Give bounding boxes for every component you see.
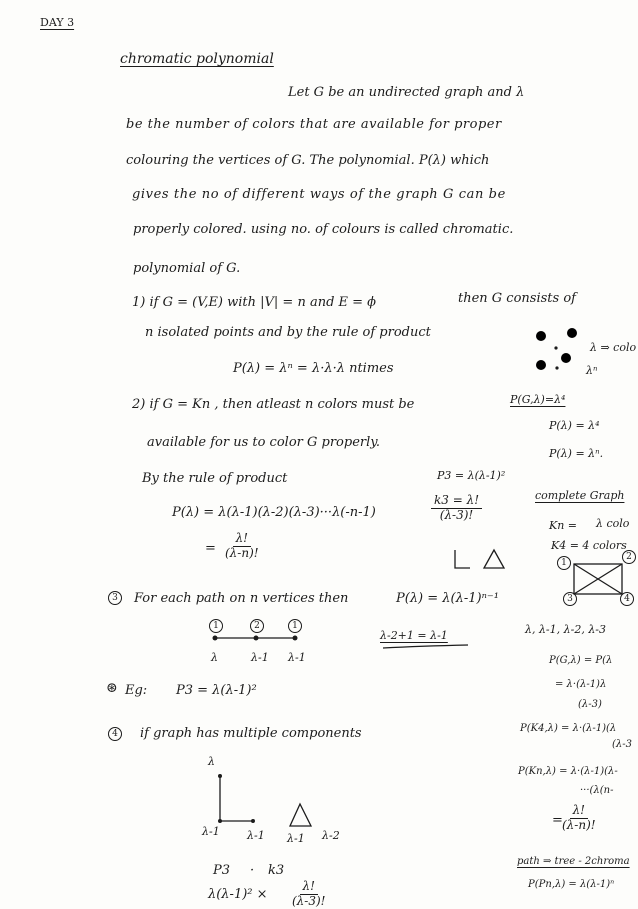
intro-line-6: polynomial of G. [133,261,241,276]
item2-formula: P(λ) = λ(λ-1)(λ-2)(λ-3)···λ(-n-1) [172,505,376,520]
item3-number: 3 [108,591,122,605]
item3-calc: λ-2+1 = λ-1 [380,629,448,642]
complete-graph-kn: Kn = [549,519,578,532]
path-tree-note: path ⇒ tree - 2chroma [517,856,630,867]
path-vertex-2: 2 [250,619,264,633]
fraction-denominator: (λ-n)! [225,545,259,560]
item4-dot: · [250,863,255,878]
item4-number: 4 [108,727,122,741]
iso-dot-1 [554,346,557,349]
component-k3-triangle [290,804,311,826]
complete-graph-title: complete Graph [535,489,625,502]
component-p3-edges [220,776,253,821]
item4-p3: P3 [213,863,231,878]
item1-line1: 1) if G = (V,E) with |V| = n and E = ϕ [132,295,377,310]
k4-graph [574,564,622,594]
page-title: chromatic polynomial [120,51,274,67]
complete-graph-p-line3: (λ-3) [578,699,602,710]
l-shape-sketch [455,550,470,568]
path-vertex-3: 1 [288,619,302,633]
k4-diagonal-2 [574,564,622,594]
iso-ring-3 [536,360,546,370]
example-label: Eg: [125,683,148,698]
intro-line-4: gives the no of different ways of the graph G can be [132,187,506,202]
item4-k3: k3 [268,863,285,878]
isolated-points-sketch [536,328,577,370]
path-vertex-1: 1 [209,619,223,633]
item2-side-p2: P(λ) = λⁿ. [549,447,604,460]
example-formula: P3 = λ(λ-1)² [176,683,257,698]
component-p3-node-3 [251,819,255,823]
intro-line-5: properly colored. using no. of colours is called chromatic. [133,222,514,237]
complete-graph-fraction [562,804,596,833]
item1-side-lambda-n: λⁿ [586,364,598,377]
k4-square [574,564,622,594]
day-label: DAY 3 [40,16,75,29]
path-label-2: λ-1 [251,651,269,664]
comp-label-a1: λ-1 [202,825,220,838]
item4-fraction-numerator: λ! [300,880,318,895]
comp-top-label: λ [208,755,215,768]
complete-graph-eq: = [552,813,563,828]
iso-dot-2 [555,366,558,369]
k3-numerator: k3 = λ! [431,494,482,509]
complete-graph-p-line2: = λ·(λ-1)λ [555,679,607,690]
path-chromatic-formula: P(Pn,λ) = λ(λ-1)ⁿ [528,879,615,890]
complete-graph-seq: λ, λ-1, λ-2, λ-3 [525,623,607,636]
comp-label-a2: λ-1 [247,829,265,842]
complete-graph-pkn: P(Kn,λ) = λ·(λ-1)(λ- [518,766,618,777]
cg-fraction-denominator: (λ-n)! [562,817,596,832]
item2-side-p1: P(λ) = λ⁴ [549,419,600,432]
component-p3-node-1 [218,774,222,778]
component-p3-node-2 [218,819,222,823]
k4-vertex-1: 1 [557,556,571,570]
item4-expr: λ(λ-1)² × [208,887,268,902]
iso-ring-2 [567,328,577,338]
item3-formula: P(λ) = λ(λ-1)ⁿ⁻¹ [396,591,499,606]
item4-text: if graph has multiple components [140,726,362,741]
complete-graph-k4: K4 = 4 colors [551,539,627,552]
intro-line-3: colouring the vertices of G. The polynomial. P(λ) which [126,153,490,168]
cg-fraction-numerator: λ! [570,804,588,819]
item2-p3: P3 = λ(λ-1)² [437,469,506,482]
item2-line3: By the rule of product [142,471,288,486]
path-node-1 [213,636,218,641]
item2-frac-eq: = [205,541,216,556]
complete-graph-pk4: P(K4,λ) = λ·(λ-1)(λ [520,723,617,734]
complete-graph-kn-value: λ colo [596,517,630,530]
item2-side-pg: P(G,λ)=λ⁴ [510,393,566,406]
complete-graph-pkn2: ···(λ(n- [580,785,614,796]
item3-text: For each path on n vertices then [134,591,349,606]
fraction-numerator: λ! [233,532,251,547]
item1-formula: P(λ) = λⁿ = λ·λ·λ ntimes [233,361,394,376]
comp-label-b1: λ-1 [287,832,305,845]
complete-graph-pk4b: (λ-3 [612,739,632,750]
k4-diagonal-1 [574,564,622,594]
item1-side-arrow: λ ⇒ colo [590,341,637,354]
intro-line-2: be the number of colors that are available for proper [126,117,502,132]
k3-denominator: (λ-3)! [439,507,474,522]
intro-line-1: Let G be an undirected graph and λ [288,85,525,100]
item2-line2: available for us to color G properly. [147,435,381,450]
item2-line1: 2) if G = Kn , then atleast n colors must be [132,397,415,412]
k4-vertex-4: 4 [620,592,634,606]
path-label-3: λ-1 [288,651,306,664]
item1-line1b: then G consists of [458,291,576,306]
triangle-sketch [484,550,504,568]
item1-line2: n isolated points and by the rule of product [145,325,431,340]
example-star-icon: ⊛ [106,680,118,696]
item2-fraction [225,532,259,561]
k4-vertex-3: 3 [563,592,577,606]
item2-k3-fraction [431,494,482,523]
comp-label-b2: λ-2 [322,829,340,842]
item4-fraction [292,880,325,909]
calc-underline [383,645,468,648]
path-node-3 [293,636,298,641]
k4-vertex-2: 2 [622,550,636,564]
item4-fraction-denominator: (λ-3)! [292,893,326,908]
path-label-1: λ [211,651,218,664]
path-node-2 [254,636,259,641]
iso-ring-1 [536,331,546,341]
iso-ring-4 [561,353,571,363]
complete-graph-p-line1: P(G,λ) = P(λ [549,655,613,666]
